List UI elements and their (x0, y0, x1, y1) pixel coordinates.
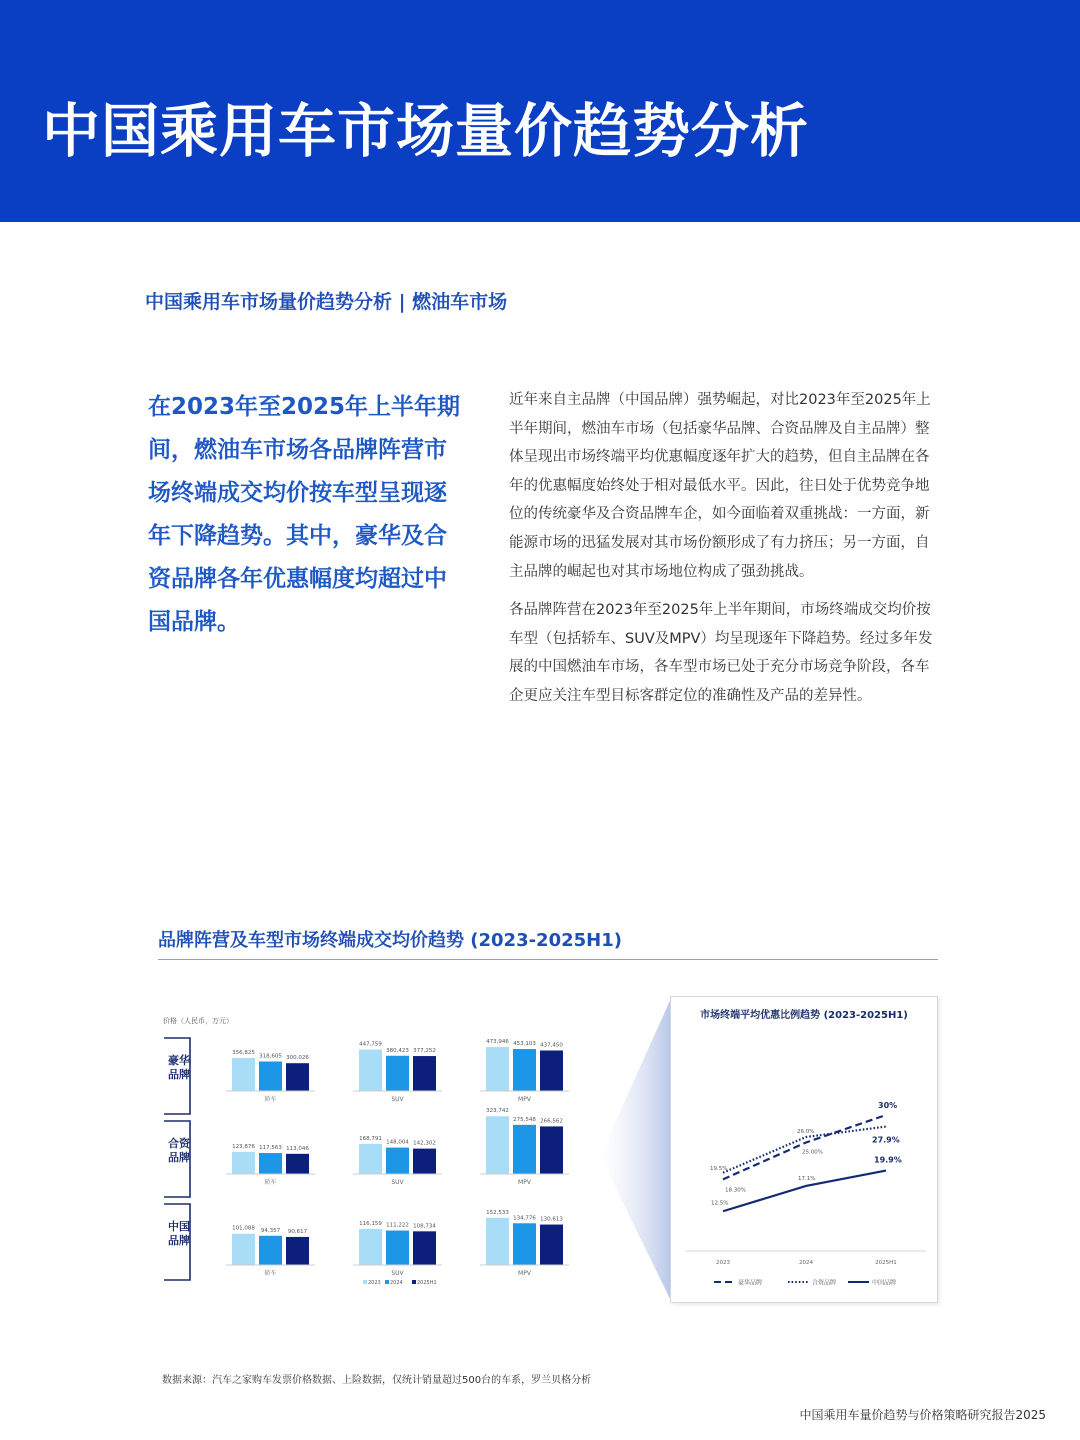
category-label-2-0: 轿车 (264, 1270, 277, 1277)
bar-0-2-0 (486, 1047, 509, 1091)
body-text-column (509, 386, 939, 721)
bar-0-0-2 (286, 1063, 309, 1091)
category-label-2-2: MPV (518, 1270, 531, 1277)
bar-label-0-0-2: 300,026 (286, 1055, 309, 1062)
bar-1-0-2 (286, 1154, 309, 1174)
brand-label-0-b: 品牌 (168, 1068, 190, 1081)
bar-0-1-0 (359, 1050, 382, 1091)
bar-1-2-1 (513, 1125, 536, 1174)
bar-2-0-0 (232, 1234, 255, 1265)
brand-label-1-b: 品牌 (168, 1151, 190, 1164)
point-label-0-1: 25.00% (802, 1149, 823, 1156)
point-label-2-0: 12.5% (711, 1200, 729, 1207)
brand-label-2-b: 品牌 (168, 1234, 190, 1247)
bar-label-1-1-2: 142,302 (413, 1140, 436, 1147)
legend-name-1: 合资品牌 (812, 1279, 837, 1287)
line-chart-title: 市场终端平均优惠比例趋势 (2023-2025H1) (700, 1010, 908, 1021)
body-paragraph-2: 各品牌阵营在2023年至2025年上半年期间，市场终端成交均价按车型（包括轿车、SUV及MPV）均呈现逐年下降趋势。经过多年发展的中国燃油车市场，各车型市场已处于充分市场竞争阶段，各车企更应关注车型目标客群定位的准确性及产品的差异性。 (509, 602, 933, 704)
brand-label-2-a: 中国 (168, 1220, 190, 1233)
point-label-2-1: 17.1% (798, 1175, 816, 1182)
legend-swatch-0 (363, 1280, 367, 1284)
footer-note: 中国乘用车量价趋势与价格策略研究报告2025 (799, 1408, 1046, 1422)
brand-label-0-a: 豪华 (168, 1054, 190, 1067)
point-label-0-2: 30% (878, 1101, 898, 1110)
x-tick-1: 2024 (799, 1260, 813, 1266)
category-label-1-2: MPV (518, 1179, 531, 1186)
bar-2-2-1 (513, 1223, 536, 1265)
point-label-0-0: 18.30% (725, 1187, 746, 1194)
bar-label-0-1-0: 447,759 (359, 1041, 382, 1048)
bar-label-2-0-0: 101,088 (232, 1225, 255, 1232)
bar-2-2-0 (486, 1218, 509, 1265)
bar-label-0-2-1: 453,103 (513, 1041, 536, 1048)
category-label-2-1: SUV (391, 1270, 404, 1277)
bar-2-1-1 (386, 1231, 409, 1265)
legend-label-1: 2024 (390, 1280, 403, 1286)
legend-label-2: 2025H1 (417, 1280, 437, 1286)
bar-label-2-2-1: 134,776 (513, 1215, 536, 1222)
figure-title-rule (158, 959, 938, 960)
legend-name-2: 中国品牌 (872, 1279, 897, 1287)
zoom-wedge (600, 996, 672, 1303)
bar-2-0-1 (259, 1236, 282, 1265)
bar-0-0-0 (232, 1058, 255, 1091)
page-title: 中国乘用车市场量价趋势分析 (42, 97, 810, 165)
bar-label-2-1-0: 116,159 (359, 1221, 382, 1228)
section-subtitle: 中国乘用车市场量价趋势分析 | 燃油车市场 (145, 291, 508, 313)
bar-1-1-0 (359, 1144, 382, 1174)
category-label-1-0: 轿车 (264, 1179, 277, 1186)
bar-label-1-2-2: 266,562 (540, 1118, 563, 1125)
bar-1-2-2 (540, 1126, 563, 1174)
header-band (0, 0, 1080, 222)
bar-label-1-0-2: 113,046 (286, 1145, 309, 1152)
bar-1-1-1 (386, 1148, 409, 1174)
x-tick-0: 2023 (716, 1260, 730, 1266)
y-axis-label: 价格（人民币，万元） (163, 1017, 233, 1025)
bar-label-1-2-1: 275,548 (513, 1116, 536, 1123)
point-label-1-1: 26.0% (797, 1129, 815, 1135)
bar-label-0-1-1: 380,423 (386, 1047, 409, 1054)
bar-label-0-2-0: 473,946 (486, 1039, 509, 1046)
bar-label-1-0-1: 117,563 (259, 1145, 282, 1152)
bar-2-2-2 (540, 1225, 563, 1265)
bar-label-2-0-1: 94,357 (260, 1227, 281, 1234)
legend-label-0: 2023 (368, 1280, 381, 1286)
bar-label-0-0-0: 356,825 (232, 1049, 255, 1056)
bar-0-2-2 (540, 1050, 563, 1091)
category-label-0-1: SUV (391, 1096, 404, 1103)
x-tick-2: 2025H1 (875, 1260, 897, 1266)
bar-0-0-1 (259, 1061, 282, 1091)
bar-1-0-0 (232, 1152, 255, 1174)
category-label-0-2: MPV (518, 1096, 531, 1103)
figure-title: 品牌阵营及车型市场终端成交均价趋势 (2023-2025H1) (158, 930, 622, 951)
category-label-1-1: SUV (391, 1179, 404, 1186)
bar-1-0-1 (259, 1153, 282, 1174)
bar-label-0-0-1: 318,605 (259, 1053, 282, 1060)
series-line-0 (723, 1115, 886, 1179)
line-chart (671, 997, 937, 1302)
line-chart-panel (670, 996, 938, 1303)
bar-label-1-1-1: 148,004 (386, 1139, 409, 1146)
lead-paragraph: 在2023年至2025年上半年期间，燃油车市场各品牌阵营市场终端成交均价按车型呈现逐年下降趋势。其中，豪华及合资品牌各年优惠幅度均超过中国品牌。 (148, 394, 461, 635)
bar-label-1-0-0: 123,876 (232, 1143, 255, 1150)
bar-2-1-2 (413, 1231, 436, 1265)
source-note: 数据来源：汽车之家购车发票价格数据、上险数据，仅统计销量超过500台的车系，罗兰贝格分析 (162, 1375, 592, 1386)
category-label-0-0: 轿车 (264, 1096, 277, 1103)
bar-label-0-2-2: 437,450 (540, 1042, 563, 1049)
bar-label-0-1-2: 377,252 (413, 1048, 436, 1055)
bar-label-1-2-0: 323,742 (486, 1108, 509, 1115)
body-paragraph-1: 近年来自主品牌（中国品牌）强势崛起，对比2023年至2025年上半年期间，燃油车市场（包括豪华品牌、合资品牌及自主品牌）整体呈现出市场终端平均优惠幅度逐年扩大的趋势，但自主品牌在各年的优惠幅度始终处于相对最低水平。因此，往日处于优势竞争地位的传统豪华及合资品牌车企，如今面临着双重挑战：一方面，新能源市场的迅猛发展对其市场份额形成了有力挤压；另一方面，自主品牌的崛起也对其市场地位构成了强劲挑战。 (509, 392, 931, 580)
bar-chart (150, 1008, 600, 1293)
bar-0-2-1 (513, 1049, 536, 1091)
bar-0-1-2 (413, 1056, 436, 1091)
bar-1-2-0 (486, 1116, 509, 1174)
point-label-1-2: 27.9% (872, 1135, 900, 1145)
bar-1-1-2 (413, 1149, 436, 1174)
legend-swatch-2 (412, 1280, 416, 1284)
legend-swatch-1 (385, 1280, 389, 1284)
point-label-2-2: 19.9% (874, 1155, 902, 1165)
bar-0-1-1 (386, 1056, 409, 1091)
point-label-1-0: 19.5% (710, 1165, 728, 1172)
brand-label-1-a: 合资 (168, 1137, 190, 1150)
bar-2-1-0 (359, 1229, 382, 1265)
bar-2-0-2 (286, 1237, 309, 1265)
legend-name-0: 豪华品牌 (738, 1279, 763, 1287)
bar-label-2-1-2: 108,734 (413, 1223, 436, 1230)
bar-label-2-2-2: 130,613 (540, 1216, 563, 1223)
bar-label-2-1-1: 111,222 (386, 1222, 409, 1229)
bar-label-2-0-2: 90,617 (287, 1228, 308, 1235)
bar-label-2-2-0: 152,533 (486, 1209, 509, 1216)
bar-label-1-1-0: 168,791 (359, 1135, 382, 1142)
